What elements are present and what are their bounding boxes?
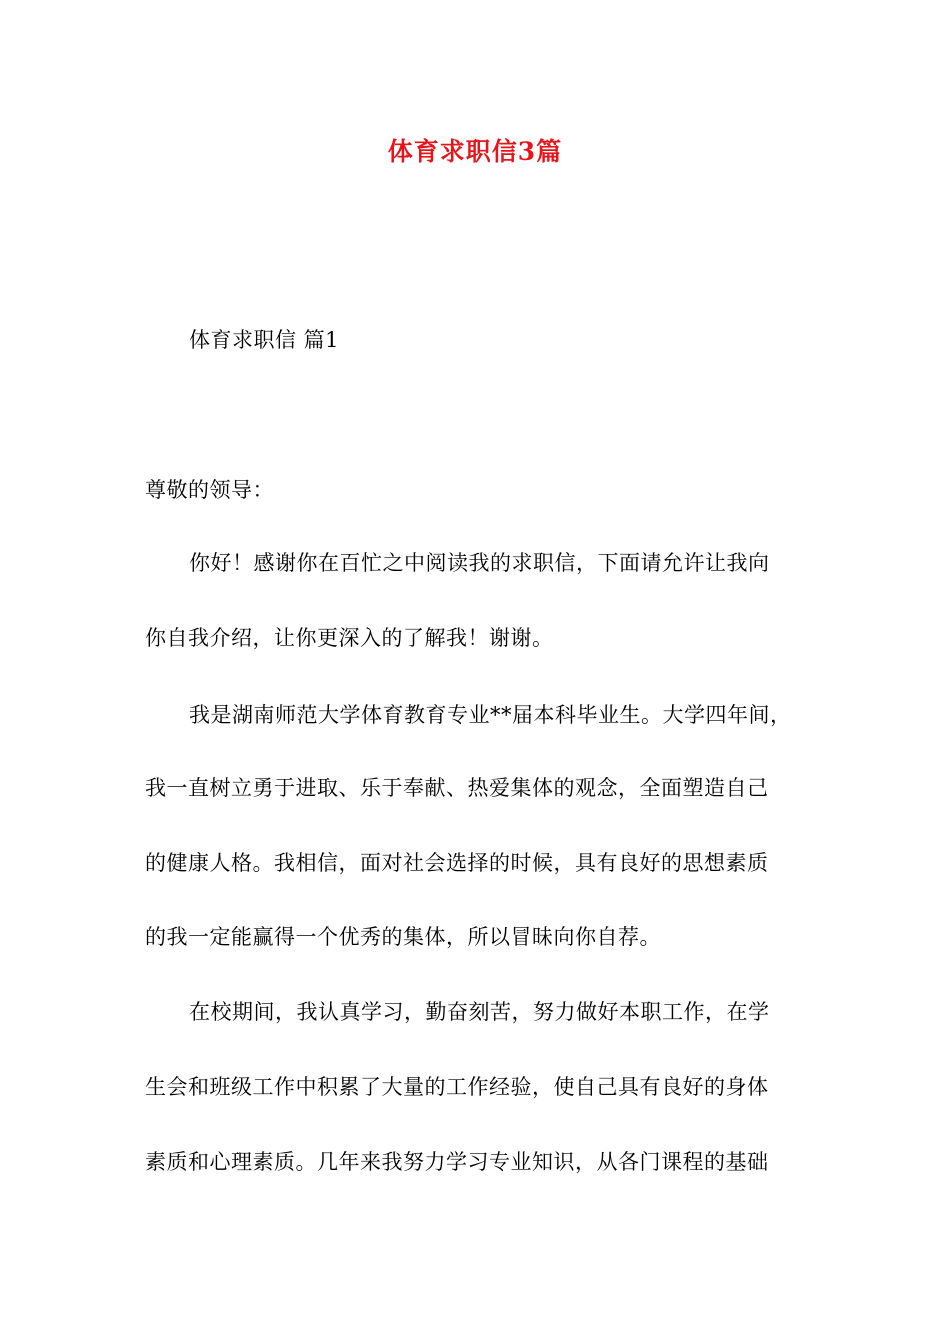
body-line: 在校期间，我认真学习，勤奋刻苦，努力做好本职工作，在学 [189,1000,770,1024]
section-heading: 体育求职信 篇1 [189,328,340,352]
body-line: 的健康人格。我相信，面对社会选择的时候，具有良好的思想素质 [145,851,769,875]
body-line: 生会和班级工作中积累了大量的工作经验，使自己具有良好的身体 [145,1075,769,1099]
salutation: 尊敬的领导： [145,478,274,502]
document-title: 体育求职信3篇 [387,137,563,166]
body-line: 我一直树立勇于进取、乐于奉献、热爱集体的观念，全面塑造自己 [145,776,769,800]
body-line: 素质和心理素质。几年来我努力学习专业知识，从各门课程的基础 [145,1150,769,1174]
body-line: 你自我介绍，让你更深入的了解我！谢谢。 [145,626,554,650]
body-line: 我是湖南师范大学体育教育专业**届本科毕业生。大学四年间， [189,703,792,727]
body-line: 的我一定能赢得一个优秀的集体，所以冒昧向你自荐。 [145,925,661,949]
body-line: 你好！感谢你在百忙之中阅读我的求职信，下面请允许让我向 [189,551,770,575]
